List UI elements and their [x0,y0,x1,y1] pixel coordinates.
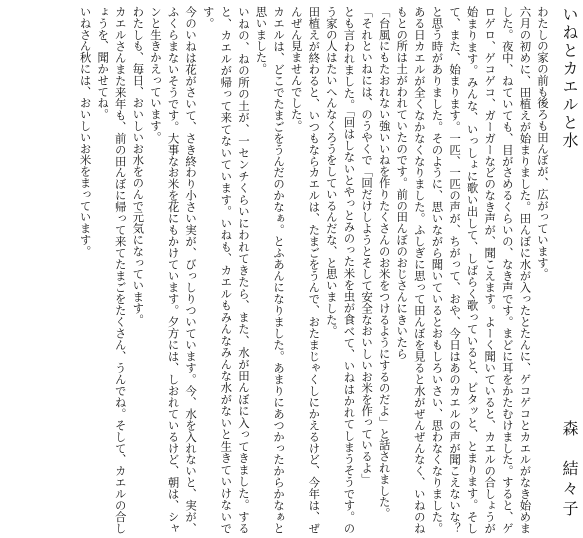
paragraph: わたしの家の前も後ろも田んぼが、広がっています。 [536,6,550,280]
paragraph: 六月の初めに、田植えが始まりました。田んぼに水が入ったとたんに、ゲコゲコとカエルがなき始めました。夜中、ねていても、目がさめるくらいの、なき声です。まどに耳をかたむけました。すると、ゲロゲロ、ゲコゲコ、ガーガーなどのなき声が、聞こえます。よーく聞いていると、カエルの合しょうが始まります。みんな、いっしょに歌い出して、しばらく歌っていると、ピタッと、とまります。そして、また、始まります。一匹、一匹の声が、ちがって、おや、今日はあのカエルの声が聞こえないな？と思う時がありました。そのように、思いながら聞いているとおもしろいさい、思わなくなりました。ある日カエルが全くなかなくなりました。ふしぎに思って田んぼを見ると水がぜんぜんなく、いねのねもとの所は土がわれていたのです。前の田んぼのおじさんにきいたら [395,6,533,534]
author-name: 森 結々子 [560,420,579,520]
paragraph: とも言われました。「回はしないとやっとみのった米を虫が食べて、いねはかれてしまうそうです。のう家の人はたいへんなくろうをしているんだな、と思いました。 [324,6,357,534]
paragraph: いねさん秋には、おいしいお米をまっています。 [78,6,93,257]
paragraph: カエルさんまた来年も、前の田んぼに帰って来てたまごをたくさん、うんでね。そして、カエルの合しょうを、聞かせてね。 [96,6,128,534]
paragraph: わたしも、毎日、おいしいお水をのんで元気になっています。 [131,6,146,326]
paragraph: カエルは、どこでたまごをうんだのかなぁ。とふあんになりました。あまりにあつかったからかなぁと思いました。 [254,6,287,534]
paragraph: 田植えが終わると、いつもならカエルは、たまごをうんで、おたまじゃくしにかえるけど、今年は、ぜんぜん見ませんでした。 [289,6,322,534]
paragraph: 今のいねは花がさいて、さき終わり小さい実が、びっしりついています。今、水を入れないと、実が、ふくらまないそうです。大事なお米を花にもかけています。夕方には、しおれているけど、朝は、シャンと生きかえっています。 [148,6,199,534]
essay-title: いねとカエルと水 [560,6,579,150]
paragraph: 「それといねには、のうやくで「回だけしようとそして安全なおいしいお米を作っているよ」 [360,6,375,485]
paragraph: 「台風にもたおれない強いいねを作りたくさんのお米をつけるようにするのだよ」と話されました。 [377,6,392,519]
title-column [559,6,579,534]
paragraph: いねの、ねの所の土が、一センチくらいにわれてきたら、また、水が田んぼに入ってきました。すると、カエルが帰って来てないています。いねも、カエルもみんなみんな水がないと生きていけないです。 [201,6,251,534]
